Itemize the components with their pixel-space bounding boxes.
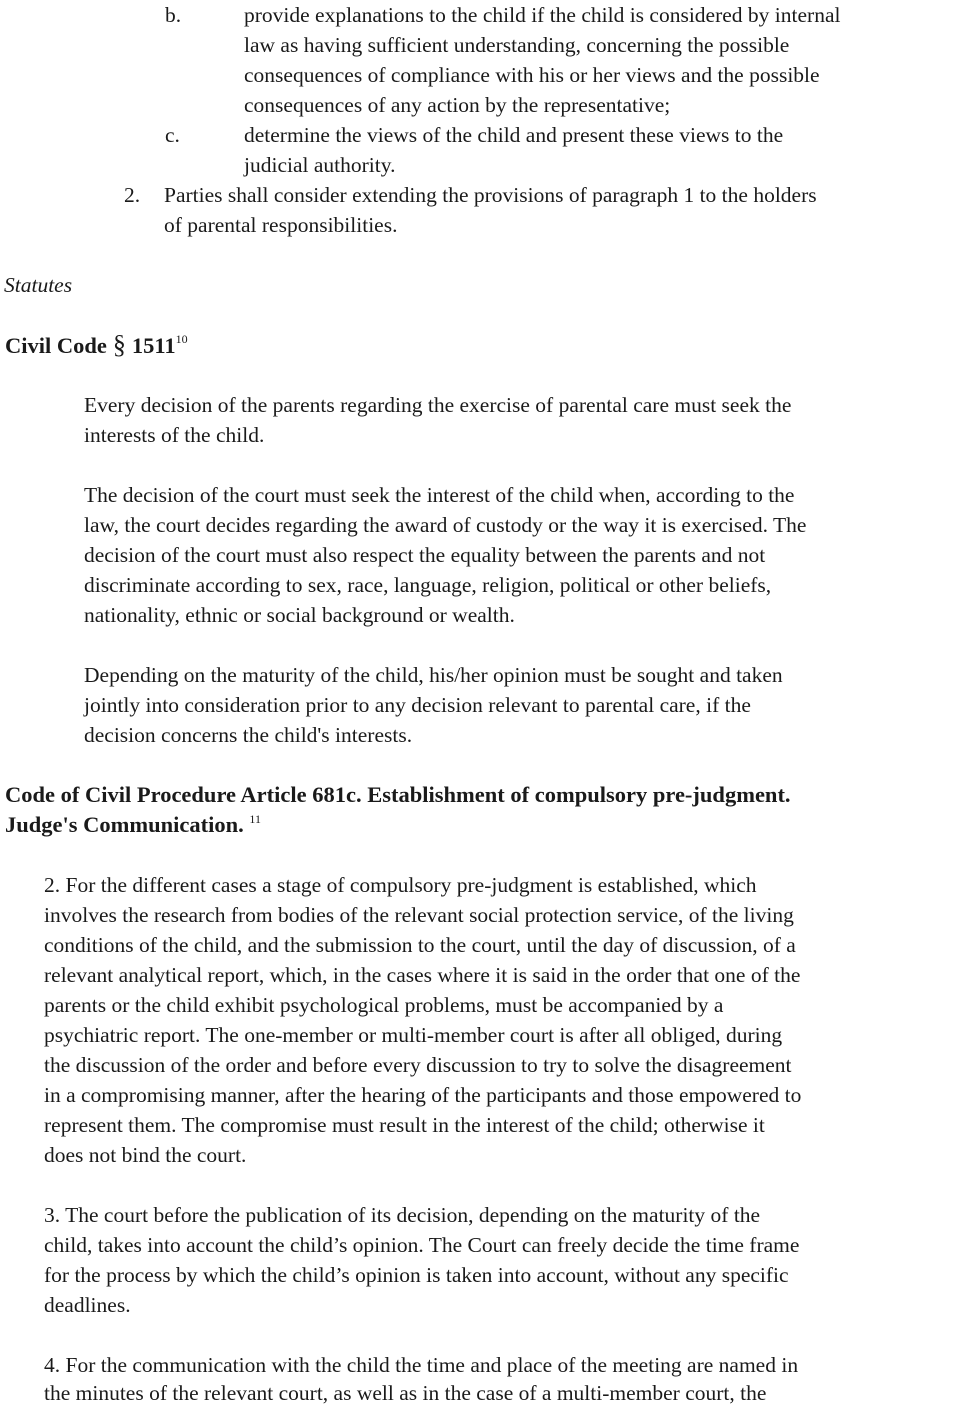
procedure-line: the discussion of the order and before every discussion to try to solve the disagreement [44, 1053, 792, 1077]
civil-code-line: law, the court decides regarding the award of custody or the way it is exercised. The [84, 513, 807, 537]
civil-code-line: Every decision of the parents regarding the exercise of parental care must seek the [84, 393, 792, 417]
paragraph-2-line: Parties shall consider extending the provisions of paragraph 1 to the holders [164, 183, 817, 207]
procedure-line: involves the research from bodies of the relevant social protection service, of the living [44, 903, 794, 927]
statutes-label: Statutes [4, 273, 73, 297]
procedure-line: psychiatric report. The one-member or multi-member court is after all obliged, during [44, 1023, 783, 1047]
item-b-line: law as having sufficient understanding, concerning the possible [244, 33, 790, 57]
footnote-ref: 10 [175, 332, 188, 346]
procedure-heading-line2 [5, 810, 261, 840]
procedure-line: in a compromising manner, after the hearing of the participants and those empowered to [44, 1083, 802, 1107]
procedure-line: child, takes into account the child’s opinion. The Court can freely decide the time frame [44, 1233, 800, 1257]
procedure-line: 2. For the different cases a stage of compulsory pre-judgment is established, which [44, 873, 757, 897]
civil-code-line: jointly into consideration prior to any decision relevant to parental care, if the [84, 693, 751, 717]
civil-code-number: 1511 [131, 333, 176, 358]
procedure-line: relevant analytical report, which, in the cases where it is said in the order that one of the [44, 963, 801, 987]
procedure-line: parents or the child exhibit psychological problems, must be accompanied by a [44, 993, 724, 1017]
item-b-line: consequences of any action by the representative; [244, 93, 671, 117]
civil-code-line: decision of the court must also respect the equality between the parents and not [84, 543, 766, 567]
civil-code-line: decision concerns the child's interests. [84, 723, 413, 747]
procedure-line: represent them. The compromise must result in the interest of the child; otherwise it [44, 1113, 765, 1137]
civil-code-line: The decision of the court must seek the interest of the child when, according to the [84, 483, 795, 507]
procedure-heading-line1: Code of Civil Procedure Article 681c. Establishment of compulsory pre-judgment. [5, 782, 791, 807]
item-b-line: consequences of compliance with his or her views and the possible [244, 63, 820, 87]
civil-code-title: Civil Code [5, 333, 107, 358]
procedure-line: deadlines. [44, 1293, 131, 1317]
procedure-line: the minutes of the relevant court, as well as in the case of a multi-member court, the [44, 1381, 767, 1405]
list-marker-b: b. [165, 3, 182, 27]
civil-code-line: discriminate according to sex, race, language, religion, political or other beliefs, [84, 573, 772, 597]
procedure-line: conditions of the child, and the submission to the court, until the day of discussion, of a [44, 933, 796, 957]
procedure-line: 4. For the communication with the child the time and place of the meeting are named in [44, 1353, 799, 1377]
procedure-line: 3. The court before the publication of its decision, depending on the maturity of the [44, 1203, 761, 1227]
civil-code-line: nationality, ethnic or social background or wealth. [84, 603, 515, 627]
civil-code-line: Depending on the maturity of the child, his/her opinion must be sought and taken [84, 663, 783, 687]
civil-code-line: interests of the child. [84, 423, 265, 447]
item-c-line: determine the views of the child and present these views to the [244, 123, 784, 147]
footnote-ref: 11 [249, 812, 261, 826]
procedure-heading-title: Judge's Communication. [5, 812, 244, 837]
list-marker-c: c. [165, 123, 180, 147]
item-b-line: provide explanations to the child if the child is considered by internal [244, 3, 841, 27]
procedure-line: for the process by which the child’s opinion is taken into account, without any specific [44, 1263, 789, 1287]
civil-code-heading [5, 330, 188, 361]
paragraph-2-line: of parental responsibilities. [164, 213, 398, 237]
section-sign: § [112, 330, 126, 359]
list-marker-2: 2. [124, 183, 141, 207]
item-c-line: judicial authority. [244, 153, 396, 177]
procedure-line: does not bind the court. [44, 1143, 247, 1167]
